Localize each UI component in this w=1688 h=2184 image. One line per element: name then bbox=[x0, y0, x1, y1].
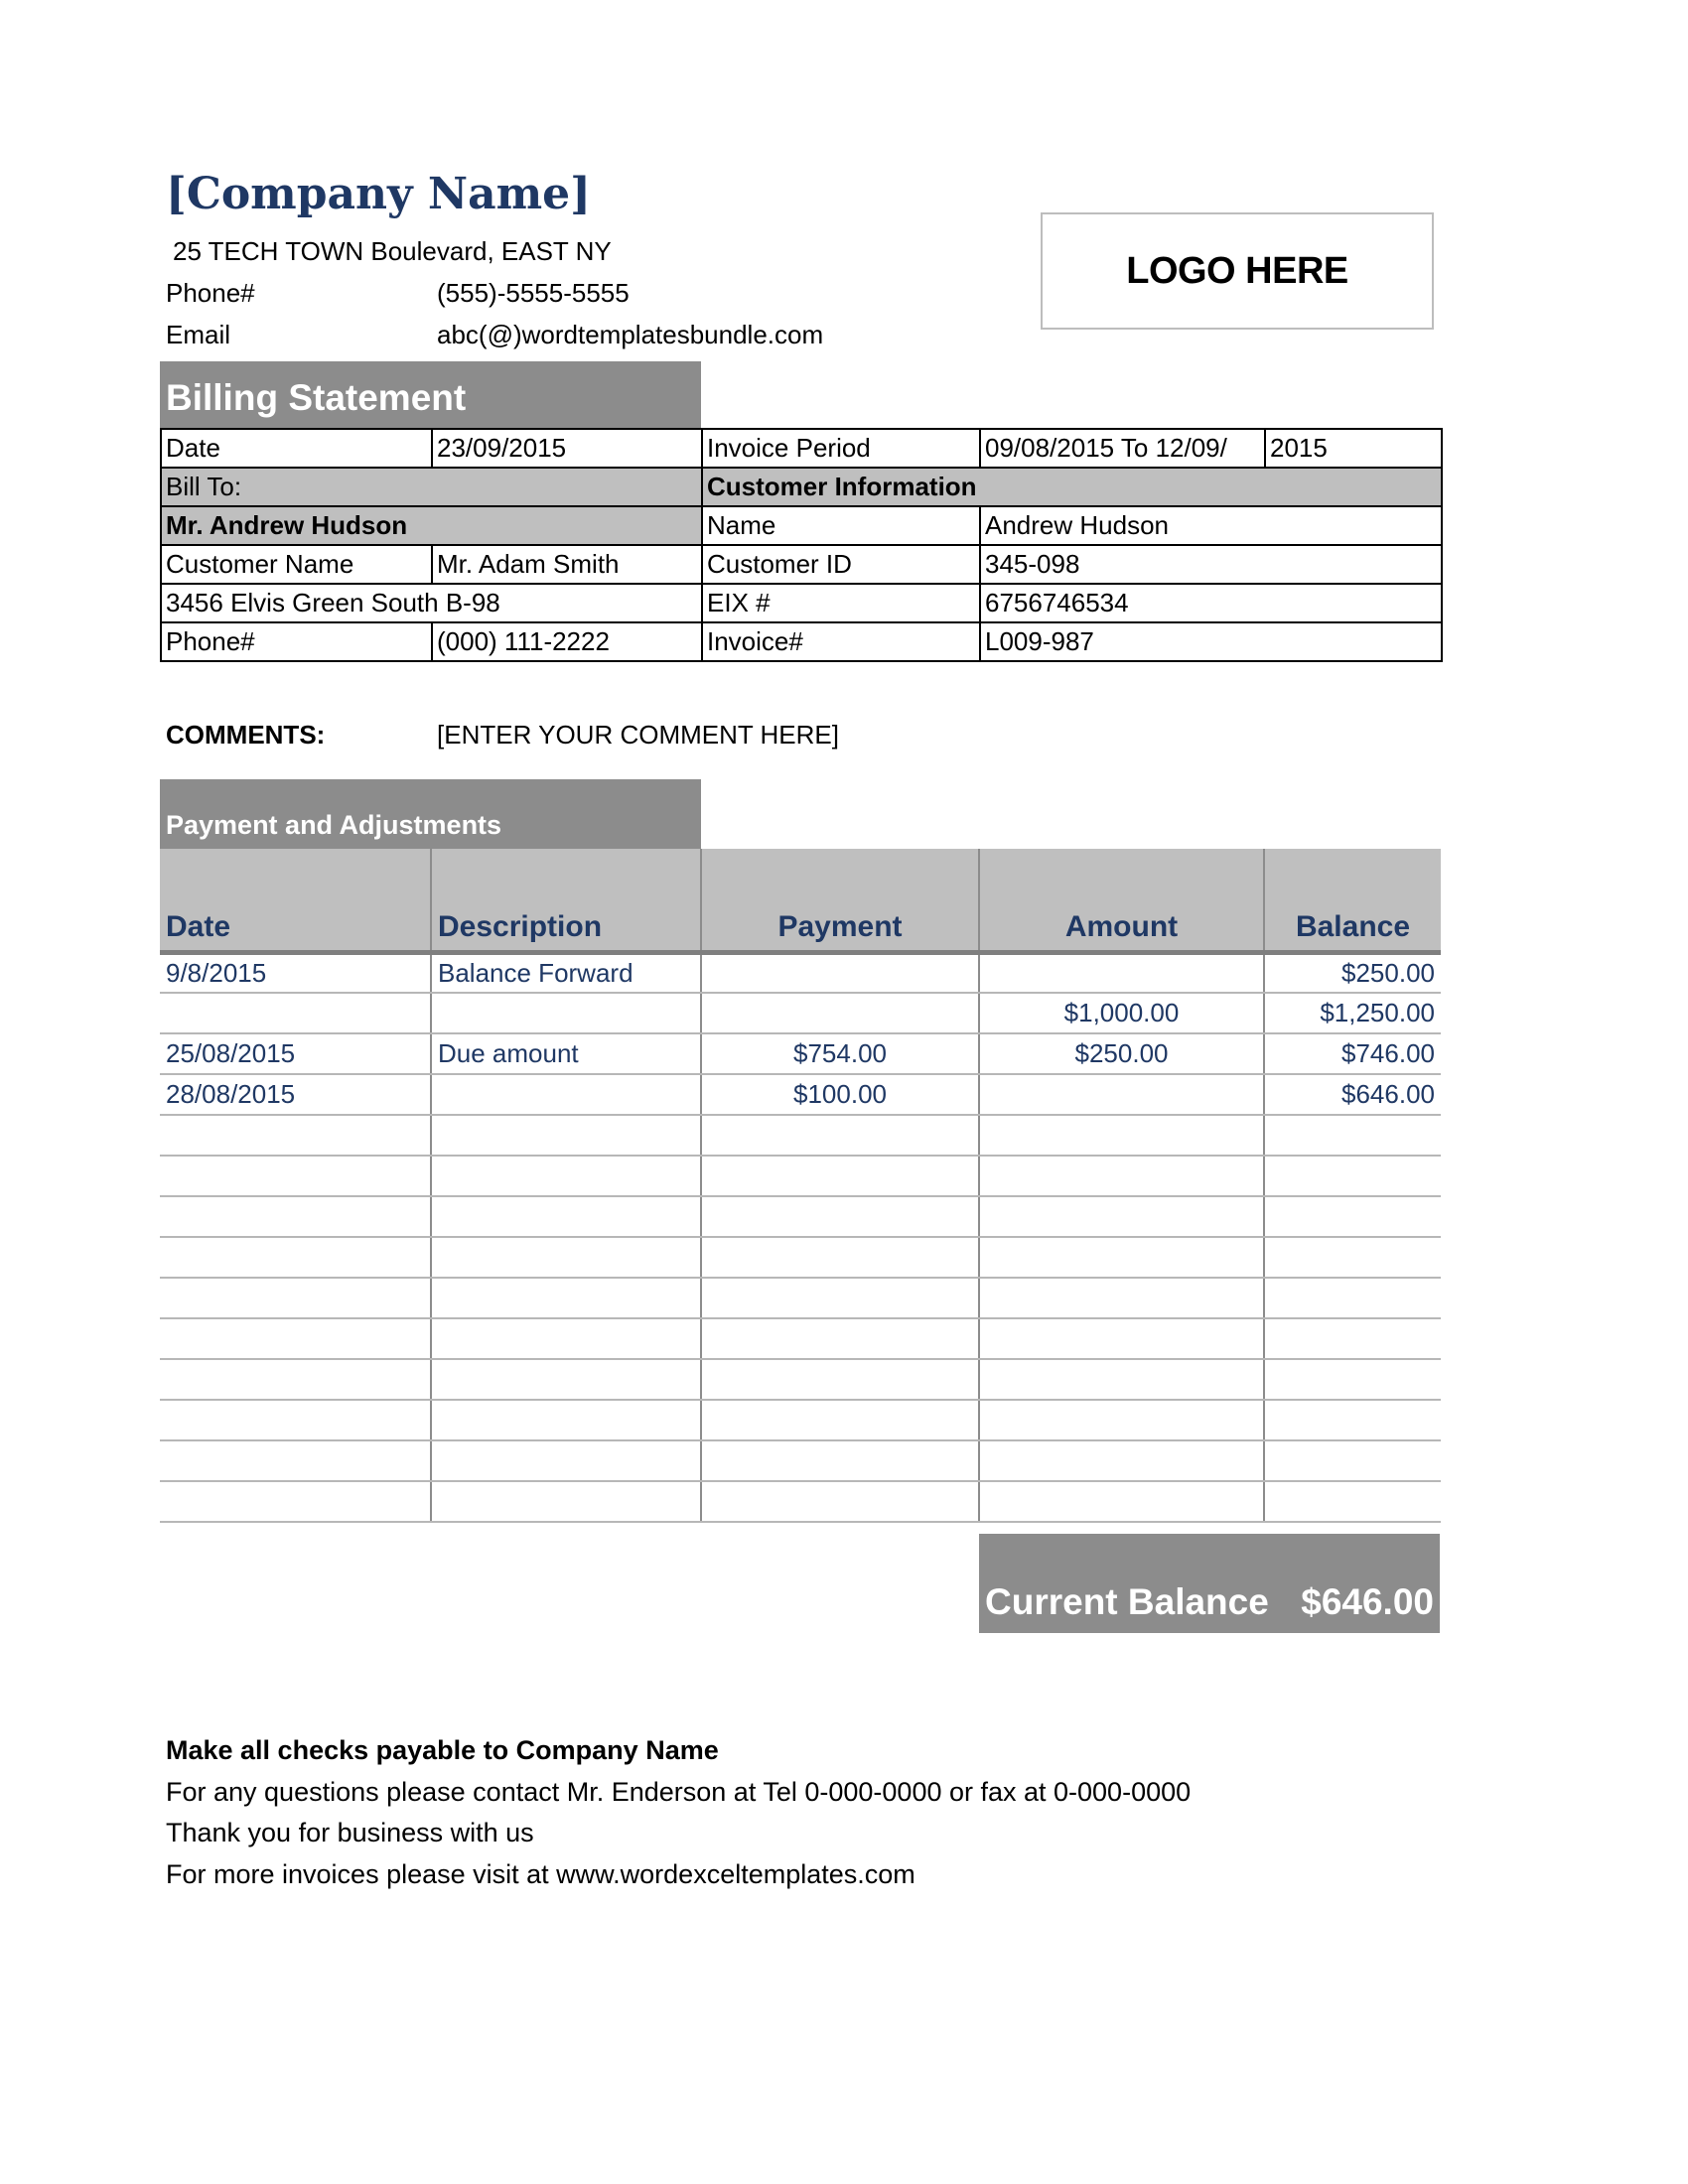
cell-description bbox=[431, 1156, 701, 1196]
cell-date bbox=[160, 1318, 431, 1359]
customer-info-label: Customer Information bbox=[702, 468, 1442, 506]
cell-description bbox=[431, 1196, 701, 1237]
info-row-name bbox=[161, 506, 1442, 545]
company-name: [Company Name] bbox=[166, 169, 591, 219]
cell-description bbox=[431, 1074, 701, 1115]
cell-balance bbox=[1264, 1237, 1441, 1278]
cell-date bbox=[160, 1278, 431, 1318]
cell-date bbox=[160, 1156, 431, 1196]
table-row bbox=[160, 1400, 1441, 1440]
footer-checks: Make all checks payable to Company Name bbox=[166, 1735, 719, 1765]
bill-to-name: Mr. Andrew Hudson bbox=[161, 506, 702, 545]
billing-statement-title: Billing Statement bbox=[160, 361, 701, 428]
cell-balance: $250.00 bbox=[1264, 952, 1441, 993]
cell-description bbox=[431, 1237, 701, 1278]
table-row bbox=[160, 952, 1441, 993]
cell-amount bbox=[979, 1359, 1264, 1400]
info-row-customer bbox=[161, 545, 1442, 584]
cell-payment bbox=[701, 1440, 979, 1481]
current-balance-value: $646.00 bbox=[1301, 1581, 1434, 1622]
cell-date bbox=[160, 1196, 431, 1237]
company-phone: (555)-5555-5555 bbox=[437, 278, 630, 308]
cell-balance bbox=[1264, 1440, 1441, 1481]
cell-amount bbox=[979, 1237, 1264, 1278]
table-row bbox=[160, 1318, 1441, 1359]
cell-payment bbox=[701, 1318, 979, 1359]
cell-payment: $754.00 bbox=[701, 1033, 979, 1074]
header-date: Date bbox=[160, 849, 431, 952]
cell-balance bbox=[1264, 1400, 1441, 1440]
cell-description bbox=[431, 1359, 701, 1400]
eix-label: EIX # bbox=[702, 584, 980, 622]
invoice-period-start: 09/08/2015 To 12/09/ bbox=[980, 429, 1265, 468]
comments-label: COMMENTS: bbox=[166, 720, 326, 750]
cell-amount bbox=[979, 1440, 1264, 1481]
cell-payment bbox=[701, 952, 979, 993]
cell-amount bbox=[979, 1156, 1264, 1196]
info-row-phone bbox=[161, 622, 1442, 661]
payments-title: Payment and Adjustments bbox=[160, 779, 701, 849]
current-balance-band bbox=[979, 1534, 1440, 1633]
cell-date: 28/08/2015 bbox=[160, 1074, 431, 1115]
cell-description bbox=[431, 1318, 701, 1359]
invoice-label: Invoice# bbox=[702, 622, 980, 661]
table-row bbox=[160, 1359, 1441, 1400]
cell-balance bbox=[1264, 1359, 1441, 1400]
address-line: 3456 Elvis Green South B-98 bbox=[161, 584, 702, 622]
logo-text: LOGO HERE bbox=[1126, 249, 1348, 292]
cell-amount bbox=[979, 1278, 1264, 1318]
cell-amount bbox=[979, 1318, 1264, 1359]
name-value: Andrew Hudson bbox=[980, 506, 1442, 545]
cell-amount bbox=[979, 1400, 1264, 1440]
info-row-address bbox=[161, 584, 1442, 622]
cell-date bbox=[160, 1359, 431, 1400]
payments-table bbox=[160, 849, 1441, 1523]
header-payment: Payment bbox=[701, 849, 979, 952]
cell-balance bbox=[1264, 1278, 1441, 1318]
table-row bbox=[160, 993, 1441, 1033]
cell-date: 9/8/2015 bbox=[160, 952, 431, 993]
table-row bbox=[160, 1196, 1441, 1237]
bill-to-label: Bill To: bbox=[161, 468, 702, 506]
cell-payment bbox=[701, 1237, 979, 1278]
phone-label: Phone# bbox=[161, 622, 432, 661]
phone-value: (000) 111-2222 bbox=[432, 622, 702, 661]
cell-balance bbox=[1264, 1481, 1441, 1522]
info-row-billto bbox=[161, 468, 1442, 506]
customer-name-value: Mr. Adam Smith bbox=[432, 545, 702, 584]
cell-balance bbox=[1264, 1196, 1441, 1237]
cell-description bbox=[431, 1481, 701, 1522]
billing-info-table bbox=[160, 428, 1443, 662]
cell-payment: $100.00 bbox=[701, 1074, 979, 1115]
cell-amount bbox=[979, 1481, 1264, 1522]
cell-date bbox=[160, 1115, 431, 1156]
cell-description: Balance Forward bbox=[431, 952, 701, 993]
cell-balance bbox=[1264, 1318, 1441, 1359]
cell-payment bbox=[701, 1196, 979, 1237]
cell-amount bbox=[979, 1115, 1264, 1156]
date-label: Date bbox=[161, 429, 432, 468]
cell-amount: $1,000.00 bbox=[979, 993, 1264, 1033]
eix-value: 6756746534 bbox=[980, 584, 1442, 622]
cell-date bbox=[160, 1400, 431, 1440]
company-email-label: Email bbox=[166, 320, 231, 349]
footer-questions: For any questions please contact Mr. Enderson at Tel 0-000-0000 or fax at 0-000-0000 bbox=[166, 1777, 1192, 1807]
table-row bbox=[160, 1115, 1441, 1156]
cell-amount bbox=[979, 1074, 1264, 1115]
footer-visit: For more invoices please visit at www.wordexceltemplates.com bbox=[166, 1859, 915, 1889]
cell-payment bbox=[701, 1359, 979, 1400]
table-row bbox=[160, 1440, 1441, 1481]
info-row-date bbox=[161, 429, 1442, 468]
cell-date bbox=[160, 1440, 431, 1481]
table-row bbox=[160, 1074, 1441, 1115]
payments-header-row bbox=[160, 849, 1441, 952]
invoice-period-label: Invoice Period bbox=[702, 429, 980, 468]
cell-balance: $646.00 bbox=[1264, 1074, 1441, 1115]
cell-payment bbox=[701, 1156, 979, 1196]
date-value: 23/09/2015 bbox=[432, 429, 702, 468]
table-row bbox=[160, 1237, 1441, 1278]
invoice-value: L009-987 bbox=[980, 622, 1442, 661]
cell-balance bbox=[1264, 1115, 1441, 1156]
cell-payment bbox=[701, 1400, 979, 1440]
cell-date bbox=[160, 1237, 431, 1278]
table-row bbox=[160, 1278, 1441, 1318]
cell-description bbox=[431, 1115, 701, 1156]
customer-name-label: Customer Name bbox=[161, 545, 432, 584]
cell-date bbox=[160, 993, 431, 1033]
logo-placeholder bbox=[1041, 212, 1434, 330]
cell-payment bbox=[701, 1115, 979, 1156]
footer-thanks: Thank you for business with us bbox=[166, 1818, 534, 1847]
table-row bbox=[160, 1033, 1441, 1074]
customer-id-value: 345-098 bbox=[980, 545, 1442, 584]
cell-description bbox=[431, 1278, 701, 1318]
customer-id-label: Customer ID bbox=[702, 545, 980, 584]
cell-balance: $1,250.00 bbox=[1264, 993, 1441, 1033]
table-row bbox=[160, 1481, 1441, 1522]
company-email: abc(@)wordtemplatesbundle.com bbox=[437, 320, 824, 349]
table-row bbox=[160, 1156, 1441, 1196]
name-label: Name bbox=[702, 506, 980, 545]
current-balance-label: Current Balance bbox=[985, 1581, 1269, 1622]
cell-date bbox=[160, 1481, 431, 1522]
cell-amount: $250.00 bbox=[979, 1033, 1264, 1074]
cell-description bbox=[431, 993, 701, 1033]
cell-balance bbox=[1264, 1156, 1441, 1196]
header-balance: Balance bbox=[1264, 849, 1441, 952]
header-amount: Amount bbox=[979, 849, 1264, 952]
cell-description bbox=[431, 1440, 701, 1481]
header-description: Description bbox=[431, 849, 701, 952]
cell-payment bbox=[701, 1481, 979, 1522]
cell-payment bbox=[701, 993, 979, 1033]
company-address: 25 TECH TOWN Boulevard, EAST NY bbox=[173, 236, 612, 266]
company-phone-label: Phone# bbox=[166, 278, 255, 308]
cell-description bbox=[431, 1400, 701, 1440]
cell-description: Due amount bbox=[431, 1033, 701, 1074]
cell-balance: $746.00 bbox=[1264, 1033, 1441, 1074]
cell-amount bbox=[979, 952, 1264, 993]
cell-date: 25/08/2015 bbox=[160, 1033, 431, 1074]
cell-payment bbox=[701, 1278, 979, 1318]
comments-value: [ENTER YOUR COMMENT HERE] bbox=[437, 720, 839, 750]
invoice-period-end: 2015 bbox=[1265, 429, 1442, 468]
cell-amount bbox=[979, 1196, 1264, 1237]
